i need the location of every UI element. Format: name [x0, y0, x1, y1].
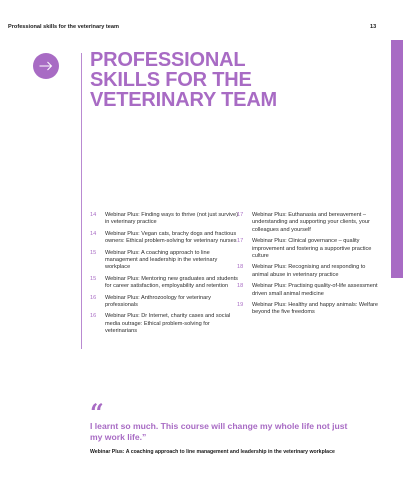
heading-line-1: PROFESSIONAL [90, 49, 246, 71]
toc-item[interactable] [90, 313, 240, 335]
toc-page-number: 17 [237, 238, 244, 245]
toc-page-number: 18 [237, 283, 244, 290]
header-title: Professional skills for the veterinary team [8, 24, 119, 30]
toc-page-number: 14 [90, 230, 97, 237]
toc-item-text: Webinar Plus: Practising quality-of-life assessment driven small animal medicine [252, 283, 378, 297]
toc-item[interactable] [237, 302, 382, 317]
testimonial-quote: I learnt so much. This course will change my whole life not just my work life.” [90, 421, 348, 442]
side-accent-bar [391, 40, 403, 278]
divider-line [81, 53, 82, 349]
quote-source: Webinar Plus: A coaching approach to line management and leadership in the veterinary workplace [90, 449, 335, 455]
toc-page-number: 14 [90, 212, 97, 218]
toc-item-text: Webinar Plus: Finding ways to thrive (not just survive) in veterinary practice [105, 212, 238, 226]
toc-item-text: Webinar Plus: Anthrozoology for veterinary professionals [105, 294, 211, 309]
toc-item[interactable] [237, 264, 382, 279]
toc-item-text: Webinar Plus: Vegan cats, brachy dogs and fractious owners: Ethical problem-solving for veterinary nurses [105, 230, 237, 245]
arrow-right-icon [39, 61, 53, 71]
toc-item-text: Webinar Plus: Recognising and responding to animal abuse in veterinary practice [252, 264, 366, 278]
toc-item[interactable] [237, 212, 382, 234]
toc-left-column [90, 212, 240, 340]
toc-item-text: Webinar Plus: Healthy and happy animals: Welfare beyond the five freedoms [252, 302, 379, 316]
toc-item[interactable] [90, 276, 240, 291]
toc-item-text: Webinar Plus: Mentoring new graduates and students for career satisfaction, employability and retention [105, 275, 238, 290]
toc-item[interactable] [90, 231, 240, 246]
toc-page-number: 17 [237, 212, 244, 218]
heading-line-3: VETERINARY TEAM [90, 89, 278, 111]
toc-page-number: 16 [90, 313, 97, 320]
toc-item-text: Webinar Plus: Dr Internet, charity cases and social media outrage: Ethical problem-solving for veterinarians [105, 313, 231, 335]
arrow-button[interactable] [33, 53, 59, 79]
page-number: 13 [370, 24, 377, 30]
toc-page-number: 16 [90, 294, 97, 301]
toc-item-text: Webinar Plus: Euthanasia and bereavement – understanding and supporting your clients, your colleagues and yourself [252, 212, 370, 233]
toc-page-number: 19 [237, 302, 244, 309]
toc-item[interactable] [90, 295, 240, 310]
section-heading [90, 50, 330, 110]
heading-line-2: SKILLS FOR THE [90, 69, 252, 91]
toc-page-number: 15 [90, 275, 97, 282]
toc-item[interactable] [237, 238, 382, 260]
quote-mark-icon: “ [90, 398, 104, 427]
toc-item-text: Webinar Plus: A coaching approach to line management and leadership in the veterinary workplace [105, 249, 218, 271]
toc-page-number: 15 [90, 249, 97, 256]
toc-page-number: 18 [237, 264, 244, 271]
toc-right-column [237, 212, 382, 321]
toc-item[interactable] [237, 283, 382, 298]
toc-item[interactable] [90, 212, 240, 227]
toc-item[interactable] [90, 250, 240, 272]
toc-item-text: Webinar Plus: Clinical governance – quality improvement and fostering a supportive practice culture [252, 238, 372, 260]
